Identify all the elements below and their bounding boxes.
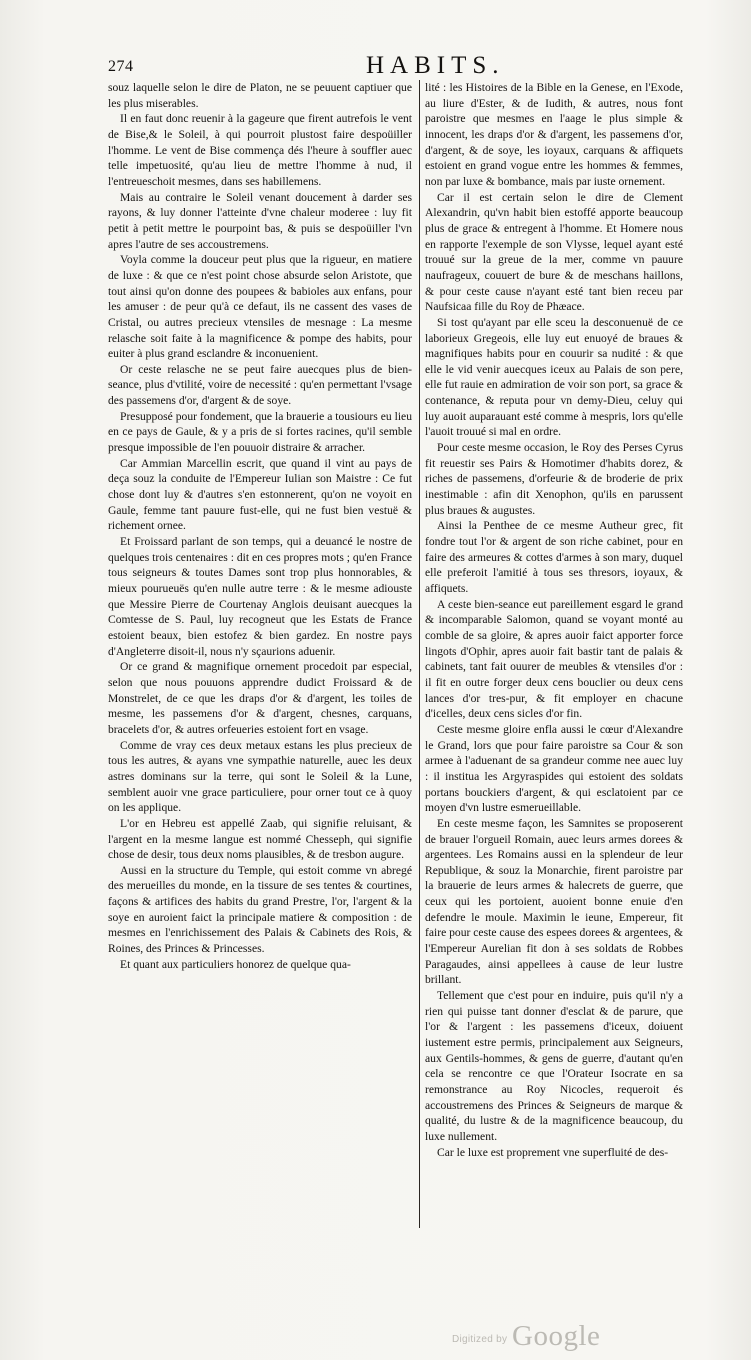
paragraph: A ceste bien-seance eut pareillement esgard le grand & incomparable Salomon, quand se voyant monté au comble de sa gloire, & apres auoir faict apporter force lingots d'Ophir, apres auoir fait bastir tant de palais & cabinets, tant fait ouurer de meubles & vtensiles d'or : il fit en outre forger deux cens bouclier ou deux cens lances d'or tres-pur, & fit employer en chacune d'icelles, deux cens sicles d'or fin. [425,597,683,721]
paragraph: Et quant aux particuliers honorez de quelque qua- [120,957,351,971]
paragraph: Et Froissard parlant de son temps, qui a deuancé le nostre de quelques trois centenaires : dit en ces propres mots ; qu'en France tous seigneurs & toutes Dames sont trop plus honnorables, & mieux pourueuës qu'en nulle autre terre : & le mesme adiouste que Messire Pierre de Courtenay Anglois deuisant auecques la Comtesse de S. Paul, luy recogneut que les Estats de France estoient beaux, bien estofez & bien gardez. En nostre pays d'Angleterre disoit-il, nous n'y sçaurions aduenir. [108,535,412,658]
paragraph: Or ceste relasche ne se peut faire auecques plus de bien-seance, plus d'vtilité, voire de necessité : qu'en permettant l'vsage des passemens d'or, d'argent & de soye. [108,362,412,408]
paragraph: Pour ceste mesme occasion, le Roy des Perses Cyrus fit reuestir ses Pairs & Homotimer d'habits dorez, & riches de passemens, d'orfeurie & de broderie de prix inestimable : afin dit Xenophon, qu'ils en parussent plus braues & augustes. [425,441,683,517]
paragraph: Voyla comme la douceur peut plus que la rigueur, en matiere de luxe : & que ce n'est point chose absurde selon Aristote, que tout ainsi qu'on donne des poupees & babioles aux enfans, pour les amuser : de peur qu'à ce defaut, ils ne cassent des vases de Cristal, ou autres precieux vtensiles de mesnage : La mesme relasche soit faite à la magnificence & pompe des habits, pour euiter à plus grand esclandre & inconuenient. [108,253,412,361]
paragraph: Car il est certain selon le dire de Clement Alexandrin, qu'vn habit bien estoffé apporte beaucoup plus de grace & entregent à l'homme. Et Homere nous en rapporte l'exemple de son Vlysse, lequel ayant esté trouué sur la greue de la mer, comme vn pauure naufrageux, couuert de bure & de meschans haillons, & pour ceste cause n'ayant esté tant bien receu par Naufsicaa fille du Roy de Phæace. [425,190,683,314]
google-watermark [452,1320,622,1354]
paragraph: En ceste mesme façon, les Samnites se proposerent de brauer l'orgueil Romain, auec leurs armes dorees & argentees. Les Romains aussi en la splendeur de leur Republique, & souz la Monarchie, firent paroistre par la brauerie de leurs armes & halecrets de guerre, que ceux qui les portoient, auoient bonne enuie d'en defendre le moule. Maximin le ieune, Empereur, fit faire pour ceste cause des espees dorees & argentees, & l'Empereur Aurelian fit don à ses soldats de Robbes Paragaudes, ainsi appellees à cause de leur lustre brillant. [425,816,683,987]
paragraph: Car Ammian Marcellin escrit, que quand il vint au pays de deça souz la conduite de l'Empereur Iulian son Maistre : Ce fut chose dont luy & d'autres s'en estonnerent, qu'on ne voyoit en Gaule, femme tant pauure fust-elle, qui ne fust bien vestuë & richement ornee. [108,456,412,533]
google-logo: Google [512,1320,601,1352]
paragraph: Car le luxe est proprement vne superfluité de des- [437,1145,669,1159]
paragraph: Si tost qu'ayant par elle sceu la desconuenuë de ce laborieux Gregeois, elle luy eut enuoyé de braues & magnifiques habits pour en couurir sa nudité : & que elle le vid venir auecques iceux au Palais de son pere, elle fut rauie en admiration de voir son port, sa grace & contenance, & reputa pour vn demy-Dieu, celuy qui luy auoit auparauant esté comme à mespris, lors qu'elle l'auoit trouué si mal en ordre. [425,315,683,439]
paragraph: lité : les Histoires de la Bible en la Genese, en l'Exode, au liure d'Ester, & de Iudith, & autres, nous font paroistre que mesmes en l'aage le plus simple & innocent, les draps d'or & d'argent, les passemens d'or, d'argent, & de soye, les ioyaux, carquans & affiquets estoient en grand vogue entre les hommes & femmes, non par luxe & bombance, mais par iuste ornement. [425,81,683,188]
paragraph: L'or en Hebreu est appellé Zaab, qui signifie reluisant, & l'argent en la mesme langue est nommé Chesseph, qui signifie chose de desir, tous deux noms plausibles, & de tresbon augure. [108,816,412,862]
page-number: 274 [108,58,134,75]
paragraph: Presupposé pour fondement, que la brauerie a tousiours eu lieu en ce pays de Gaule, & y a pris de si fortes racines, qu'il semble presque impossible de l'en pouuoir distraire & arracher. [108,409,412,455]
paragraph: Mais au contraire le Soleil venant doucement à darder ses rayons, & luy donner l'atteinte d'vne chaleur moderee : luy fit petit à petit mettre le pourpoint bas, & puis se despoüiller l'vn apres l'autre de ses accoustremens. [108,190,412,251]
right-column [425,80,683,1245]
text-columns [108,80,683,1245]
paragraph: Ceste mesme gloire enfla aussi le cœur d'Alexandre le Grand, lors que pour faire paroistre sa Cour & son armee à l'aduenant de sa grandeur comme nee auec luy : il institua les Argyraspides qui estoient des soldats portans bouckiers d'argent, & qui esclatoient par ce moyen d'vn lustre esmerueillable. [425,722,683,815]
paragraph: Ainsi la Penthee de ce mesme Autheur grec, fit fondre tout l'or & argent de son riche cabinet, pour en faire des armeures & cottes d'armes à son mary, duquel elle preferoit l'amitié à tous ses thresors, ioyaux, & affiquets. [425,519,683,595]
page-header [108,52,668,82]
paragraph: Aussi en la structure du Temple, qui estoit comme vn abregé des merueilles du monde, en la tissure de ses tentes & courtines, façons & artifices des habits du grand Prestre, l'or, l'argent & la soye en auroient faict la principale matiere & composition : de mesmes en l'enrichissement des Palais & Cabinets des Rois, & Roines, des Princes & Princesses. [108,863,412,956]
paragraph: Comme de vray ces deux metaux estans les plus precieux de tous les autres, & ayans vne sympathie naturelle, auec les deux astres dominans sur la terre, qui sont le Soleil & la Lune, semblent auoir vne grace particuliere, pour orner tout ce à quoy on les applique. [108,738,412,815]
paragraph: Tellement que c'est pour en induire, puis qu'il n'y a rien qui puisse tant donner d'esclat & de parure, que l'or & l'argent : les passemens d'iceux, doiuent iustement estre permis, principalement aux Seigneurs, aux Gentils-hommes, & gens de guerre, d'autant qu'en cela se rencontre ce que l'Orateur Isocrate en sa remonstrance au Roy Nicocles, requeroit és accoustremens des Princes & Seigneurs de marque & qualité, du lustre & de la magnificence beaucoup, du luxe nullement. [425,989,683,1143]
paragraph: Or ce grand & magnifique ornement procedoit par especial, selon que nous pouuons apprendre dudict Froissard & de Monstrelet, de ce que les draps d'or & d'argent, les toiles de mesme, les passemens d'or & d'argent, chesnes, carquans, bracelets d'or, & autres orfeueries estoient fort en vsage. [108,660,412,736]
running-title: HABITS. [366,52,505,79]
column-divider [419,80,420,1228]
paragraph: Il en faut donc reuenir à la gageure que firent autrefois le vent de Bise,& le Soleil, à qui pourroit plustost faire despoüiller l'homme. Le vent de Bise commença dés l'heure à souffler auec telle impetuosité, qu'au lieu de mettre l'homme à nud, il l'entreueschoit mesmes, dans ses habillemens. [108,112,412,188]
left-column [108,80,412,1245]
watermark-prefix: Digitized by [452,1334,508,1345]
paragraph: souz laquelle selon le dire de Platon, ne se peuuent captiuer que les plus miserables. [108,81,412,110]
